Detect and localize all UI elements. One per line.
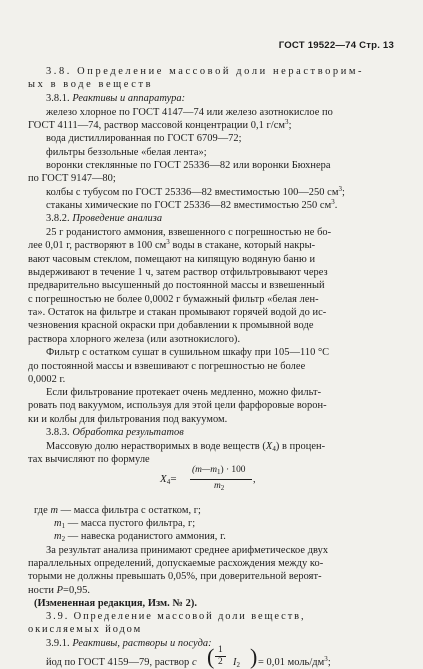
where-item: $m_1$ — масса пустого фильтра, г; (54, 518, 196, 530)
analysis-para-line: лее 0,01 г, растворяют в 100 $см^3$ воды в стакане, который накры- (28, 238, 316, 251)
analysis-para-line: предварительно высушенный до постоянной массы и взвешенный (28, 280, 325, 291)
formula-tail: , (253, 474, 256, 485)
document-page: ГОСТ 19522—74 Стр. 13 3.8. Определение массовой доли нерастворим- ых в воде веществ 3.8.1. Реактивы и аппаратура: железо хлорное по ГОСТ 4147—74 или железо азотнокислое по ГОСТ 4111—74, раствор массовой концентрации 0,1 $г/см^3$; вода дистиллированная по ГОСТ 6709—72; фильтры беззольные «белая лента»; воронки стеклянные по ГОСТ 25336—82 или воронки Бюхнера по ГОСТ 9147—80; колбы с тубусом по ГОСТ 25336—82 вместимостью 100—250 $см^3$; стаканы химические по ГОСТ 25336—82 вместимостью 250 $см^3$. 3.8.2. Проведение анализа 25 г роданистого аммония, взвешенного с погрешностью не бо- лее 0,01 г, растворяют в 100 $см^3$ воды в стакане, который накры- вают часовым стеклом, помещают на кипящую водяную баню и выдерживают в течение 1 ч, затем раствор отфильтровывают через предварительно высушенный до постоянной массы и взвешенный с погрешностью не более 0,0002 г бумажный фильтр «белая лен- та». Остаток на фильтре и стакан промывают горячей водой до ис- чезновения красной окраски при добавлении к промывной воде раствора хлорного железа (или азотнокислого). Фильтр с остатком сушат в сушильном шкафу при 105—110 °С до постоянной массы и взвешивают с погрешностью не более 0,0002 г. Если фильтрование протекает очень медленно, можно фильт- ровать под вакуумом, используя для этой цели фарфоровые ворон- ки и колбы для фильтрования под вакуумом. 3.8.3. Обработка результатов Массовую долю нерастворимых в воде веществ $(X_4)$ в процен- тах вычисляют по формуле $X_4=$ $(m—m_1) \cdot 100$ $m_2$ , где m — масса фильтра с остатком, г; $m_1$ — масса пустого фильтра, г; $m_2$ — навеска роданистого аммония, г. За результат анализа принимают среднее арифметическое двух параллельных определений, допускаемые расхождения между ко- торыми не должны превышать 0,05%, при доверительной вероят- ности P=0,95. (Измененная редакция, Изм. № 2). 3.9. Определение массовой доли веществ, окисляемых йодом 3.9.1. Реактивы, растворы и посуда: йод по ГОСТ 4159—79, раствор c ( 1 2 $I_2$ ) = 0,01 моль/$дм^3$; (28, 40, 394, 669)
reagent-filters: фильтры беззольные «белая лента»; (46, 147, 207, 158)
analysis-para-line: вают часовым стеклом, помещают на кипящую водяную баню и (28, 254, 316, 265)
analysis-para-line: раствора хлорного железа (или азотнокислого). (28, 334, 241, 345)
reagent-water: вода дистиллированная по ГОСТ 6709—72; (46, 133, 242, 144)
apparatus-glasses: стаканы химические по ГОСТ 25336—82 вместимостью 250 $см^3$. (46, 198, 338, 211)
iod-frac-den: 2 (218, 657, 223, 667)
formula-numerator: $(m—m_1) \cdot 100$ (192, 465, 246, 476)
subsection-3-8-2-heading (46, 212, 162, 225)
apparatus-funnels-line-1: воронки стеклянные по ГОСТ 25336—82 или воронки Бюхнера (46, 160, 331, 171)
subsection-title: Проведение анализа (72, 213, 163, 224)
formula-denominator: $m_2$ (214, 481, 225, 492)
subsection-title: Реактивы и аппаратура: (72, 93, 186, 104)
results-para-line: тах вычисляют по формуле (28, 454, 150, 465)
subsection-number: 3.8.2. (46, 213, 70, 224)
drying-para-line: 0,0002 г. (28, 374, 66, 385)
formula-fraction-bar (190, 479, 252, 480)
subsection-3-8-3-heading (46, 426, 184, 439)
section-3-9-title: 3.9. Определение массовой доли веществ, (46, 611, 306, 622)
close-paren: ) (250, 644, 258, 669)
results-para-line: Массовую долю нерастворимых в воде веществ $(X_4)$ в процен- (46, 441, 326, 453)
where-item: $m_2$ — навеска роданистого аммония, г. (54, 531, 226, 543)
section-3-8-title: 3.8. Определение массовой доли нерастворим- (46, 66, 365, 77)
open-paren: ( (207, 644, 215, 669)
subsection-number: 3.8.3. (46, 427, 70, 438)
subsection-title: Обработка результатов (72, 427, 184, 438)
vacuum-para-line: ровать под вакуумом, используя для этой цели фарфоровые ворон- (28, 400, 327, 411)
subsection-number: 3.8.1. (46, 93, 70, 104)
reagent-iron-line-2: ГОСТ 4111—74, раствор массовой концентрации 0,1 $г/см^3$; (28, 118, 292, 131)
vacuum-para-line: ки и колбы для фильтрования под вакуумом. (28, 414, 228, 425)
reagent-iron-line-1: железо хлорное по ГОСТ 4147—74 или железо азотнокислое по (46, 107, 333, 118)
drying-para-line: Фильтр с остатком сушат в сушильном шкафу при 105—110 °С (46, 347, 330, 358)
analysis-para-line: чезновения красной окраски при добавлении к промывной воде (28, 320, 314, 331)
page-header: ГОСТ 19522—74 Стр. 13 (278, 40, 394, 51)
drying-para-line: до постоянной массы и взвешивают с погрешностью не более (28, 361, 306, 372)
result-para-line: ности P=0,95. (28, 585, 90, 596)
subsection-3-8-1-heading (46, 92, 185, 105)
iod-frac-num: 1 (218, 645, 223, 655)
apparatus-funnels-line-2: по ГОСТ 9147—80; (28, 173, 116, 184)
result-para-line: параллельных определений, допускаемые расхождения между ко- (28, 558, 324, 569)
apparatus-flasks: колбы с тубусом по ГОСТ 25336—82 вместимостью 100—250 $см^3$; (46, 185, 345, 198)
section-3-8-title-cont: ых в воде веществ (28, 79, 154, 90)
result-para-line: За результат анализа принимают среднее арифметическое двух (46, 545, 329, 556)
subsection-title: Реактивы, растворы и посуда: (72, 638, 212, 649)
amendment-note: (Измененная редакция, Изм. № 2). (34, 598, 198, 609)
analysis-para-line: выдерживают в течение 1 ч, затем раствор отфильтровывают через (28, 267, 328, 278)
subsection-3-9-1-heading (46, 637, 212, 650)
formula-lhs: $X_4=$ (160, 473, 177, 486)
vacuum-para-line: Если фильтрование протекает очень медленно, можно фильт- (46, 387, 322, 398)
analysis-para-line: та». Остаток на фильтре и стакан промывают горячей водой до ис- (28, 307, 327, 318)
analysis-para-line: с погрешностью не более 0,0002 г бумажный фильтр «белая лен- (28, 294, 319, 305)
subsection-number: 3.9.1. (46, 638, 70, 649)
result-para-line: торыми не должны превышать 0,05%, при доверительной вероят- (28, 571, 322, 582)
where-item: где m — масса фильтра с остатком, г; (34, 505, 201, 516)
analysis-para-line: 25 г роданистого аммония, взвешенного с погрешностью не бо- (46, 227, 332, 238)
section-3-9-title-cont: окисляемых йодом (28, 624, 143, 635)
